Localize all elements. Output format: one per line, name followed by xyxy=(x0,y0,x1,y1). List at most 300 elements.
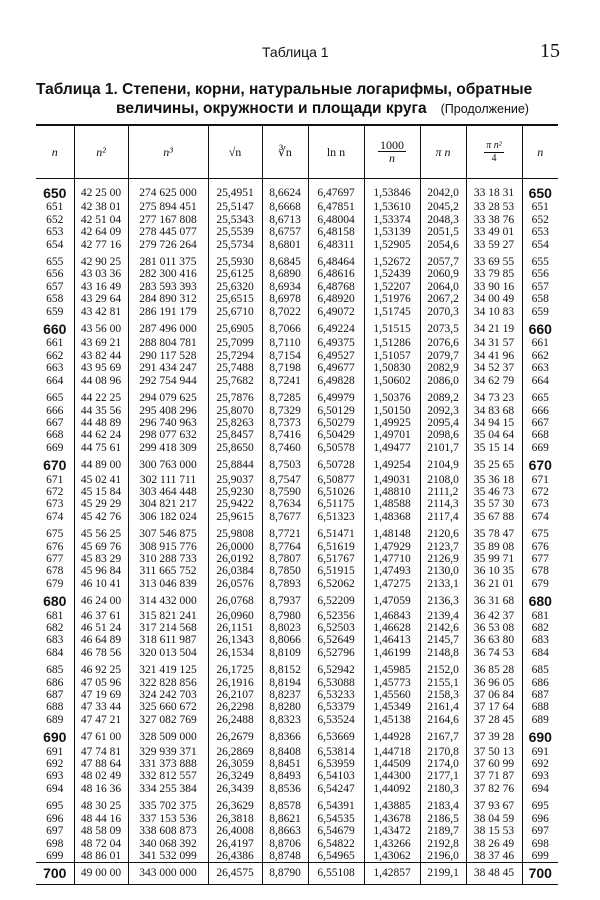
cell-cbrt: 8,8023 xyxy=(262,622,308,634)
cell-ln: 6,52503 xyxy=(308,622,364,634)
cell-reciprocal: 1,53374 xyxy=(364,214,420,226)
cell-ln: 6,49375 xyxy=(308,337,364,349)
cell-circumference: 2079,7 xyxy=(420,350,466,362)
cell-reciprocal: 1,51286 xyxy=(364,337,420,349)
cell-ln: 6,50578 xyxy=(308,442,364,454)
cell-n-squared: 48 02 49 xyxy=(74,770,128,782)
cell-n-cubed: 277 167 808 xyxy=(128,214,208,226)
cell-circumference: 2048,3 xyxy=(420,214,466,226)
cell-n-cubed: 334 255 384 xyxy=(128,783,208,795)
header-n-cubed: n³ xyxy=(128,125,208,179)
cell-n-squared: 48 30 25 xyxy=(74,795,128,812)
cell-n-squared: 44 48 89 xyxy=(74,417,128,429)
running-head xyxy=(0,40,600,66)
cell-ln: 6,51767 xyxy=(308,553,364,565)
cell-sqrt: 26,2679 xyxy=(208,726,262,745)
cell-n: 668 xyxy=(46,429,64,442)
table-row xyxy=(36,239,558,251)
cell-ln: 6,54965 xyxy=(308,850,364,863)
cell-n: 663 xyxy=(46,362,64,375)
cell-reciprocal: 1,45349 xyxy=(364,701,420,713)
cell-n-squared: 42 90 25 xyxy=(74,251,128,268)
cell-area: 34 00 49 xyxy=(466,293,522,305)
cell-ln: 6,50279 xyxy=(308,417,364,429)
cell-cbrt: 8,7154 xyxy=(262,350,308,362)
cell-cbrt: 8,8493 xyxy=(262,770,308,782)
cell-sqrt: 26,3059 xyxy=(208,758,262,770)
cell-cbrt: 8,8066 xyxy=(262,634,308,646)
cell-reciprocal: 1,52672 xyxy=(364,251,420,268)
cell-n-right: 658 xyxy=(522,293,558,305)
table-row xyxy=(36,553,558,565)
cell-reciprocal: 1,48148 xyxy=(364,523,420,540)
cell-n-right: 686 xyxy=(522,677,558,689)
cell-circumference: 2180,3 xyxy=(420,783,466,795)
table-row xyxy=(36,541,558,553)
cell-area: 36 10 35 xyxy=(466,565,522,577)
cell-circumference: 2114,3 xyxy=(420,498,466,510)
cell-reciprocal: 1,43266 xyxy=(364,838,420,850)
cell-ln: 6,51915 xyxy=(308,565,364,577)
cell-cbrt: 8,7721 xyxy=(262,523,308,540)
cell-n-cubed: 313 046 839 xyxy=(128,578,208,590)
cell-sqrt: 26,4575 xyxy=(208,863,262,884)
cell-n-cubed: 281 011 375 xyxy=(128,251,208,268)
cell-sqrt: 26,1725 xyxy=(208,659,262,676)
cell-circumference: 2148,8 xyxy=(420,647,466,659)
cell-circumference: 2045,2 xyxy=(420,201,466,213)
cell-ln: 6,47851 xyxy=(308,201,364,213)
cell-reciprocal: 1,46199 xyxy=(364,647,420,659)
cell-n-right: 684 xyxy=(522,647,558,659)
cell-circumference: 2067,2 xyxy=(420,293,466,305)
cell-reciprocal: 1,46843 xyxy=(364,610,420,622)
cell-cbrt: 8,8323 xyxy=(262,714,308,726)
cell-n-right: 679 xyxy=(522,578,558,590)
cell-n: 690 xyxy=(43,729,67,746)
cell-circumference: 2174,0 xyxy=(420,758,466,770)
cell-ln: 6,50429 xyxy=(308,429,364,441)
cell-cbrt: 8,7503 xyxy=(262,454,308,473)
cell-cbrt: 8,7022 xyxy=(262,306,308,318)
table-row xyxy=(36,454,558,473)
cell-cbrt: 8,8280 xyxy=(262,701,308,713)
cell-cbrt: 8,7937 xyxy=(262,590,308,609)
header-n-right: n xyxy=(522,125,558,179)
cell-cbrt: 8,8621 xyxy=(262,813,308,825)
cell-area: 33 59 27 xyxy=(466,239,522,251)
cell-sqrt: 25,8844 xyxy=(208,454,262,473)
cell-n-right: 682 xyxy=(522,622,558,634)
cell-area: 33 18 31 xyxy=(466,179,522,202)
cell-area: 38 48 45 xyxy=(466,863,522,884)
table-row xyxy=(36,701,558,713)
cell-n-right: 674 xyxy=(522,511,558,523)
cell-circumference: 2042,0 xyxy=(420,179,466,202)
cell-reciprocal: 1,52905 xyxy=(364,239,420,251)
cell-circumference: 2076,6 xyxy=(420,337,466,349)
cell-n-squared: 42 77 16 xyxy=(74,239,128,251)
cell-n-squared: 46 51 24 xyxy=(74,622,128,634)
cell-area: 33 69 55 xyxy=(466,251,522,268)
cell-cbrt: 8,7329 xyxy=(262,405,308,417)
cell-n-right: 680 xyxy=(522,590,558,609)
cell-n-right: 668 xyxy=(522,429,558,441)
cell-sqrt: 26,1151 xyxy=(208,622,262,634)
caption-line-2-text: величины, окружности и площади круга xyxy=(116,100,427,117)
cell-ln: 6,52796 xyxy=(308,647,364,659)
cell-n: 675 xyxy=(46,528,64,541)
cell-circumference: 2111,2 xyxy=(420,486,466,498)
cell-n-cubed: 284 890 312 xyxy=(128,293,208,305)
cell-circumference: 2186,5 xyxy=(420,813,466,825)
cell-n: 681 xyxy=(46,609,64,622)
cell-sqrt: 26,3629 xyxy=(208,795,262,812)
cell-reciprocal: 1,49254 xyxy=(364,454,420,473)
cell-n-right: 696 xyxy=(522,813,558,825)
cell-reciprocal: 1,46628 xyxy=(364,622,420,634)
cell-n-cubed: 332 812 557 xyxy=(128,770,208,782)
cell-sqrt: 25,5734 xyxy=(208,239,262,251)
cell-area: 35 99 71 xyxy=(466,553,522,565)
cell-circumference: 2117,4 xyxy=(420,511,466,523)
cell-cbrt: 8,8663 xyxy=(262,825,308,837)
cell-n: 654 xyxy=(46,238,64,251)
cell-n: 691 xyxy=(46,745,64,758)
cell-n-right: 655 xyxy=(522,251,558,268)
cell-reciprocal: 1,53846 xyxy=(364,179,420,202)
cell-ln: 6,50129 xyxy=(308,405,364,417)
header-n-squared: n² xyxy=(74,125,128,179)
cell-n-cubed: 291 434 247 xyxy=(128,362,208,374)
cell-n-squared: 46 64 89 xyxy=(74,634,128,646)
cell-cbrt: 8,8790 xyxy=(262,863,308,884)
cell-cbrt: 8,8536 xyxy=(262,783,308,795)
cell-n-right: 695 xyxy=(522,795,558,812)
cell-reciprocal: 1,50376 xyxy=(364,387,420,404)
cell-circumference: 2082,9 xyxy=(420,362,466,374)
cell-circumference: 2152,0 xyxy=(420,659,466,676)
cell-n-squared: 45 29 29 xyxy=(74,498,128,510)
cell-n: 652 xyxy=(46,213,64,226)
cell-reciprocal: 1,45985 xyxy=(364,659,420,676)
cell-area: 34 94 15 xyxy=(466,417,522,429)
cell-reciprocal: 1,43472 xyxy=(364,825,420,837)
cell-n-squared: 42 25 00 xyxy=(74,179,128,202)
cell-n-squared: 47 74 81 xyxy=(74,746,128,758)
cell-area: 36 63 80 xyxy=(466,634,522,646)
cell-n-cubed: 307 546 875 xyxy=(128,523,208,540)
cell-n-right: 670 xyxy=(522,454,558,473)
cell-n-right: 651 xyxy=(522,201,558,213)
cell-reciprocal: 1,48368 xyxy=(364,511,420,523)
cell-sqrt: 26,2488 xyxy=(208,714,262,726)
cell-n-squared: 45 96 84 xyxy=(74,565,128,577)
cell-sqrt: 25,5147 xyxy=(208,201,262,213)
cell-n-squared: 43 29 64 xyxy=(74,293,128,305)
table-row xyxy=(36,179,558,202)
cell-ln: 6,50728 xyxy=(308,454,364,473)
cell-n-squared: 48 44 16 xyxy=(74,813,128,825)
cell-n: 688 xyxy=(46,701,64,714)
cell-ln: 6,48311 xyxy=(308,239,364,251)
table-row xyxy=(36,813,558,825)
cell-circumference: 2183,4 xyxy=(420,795,466,812)
cell-cbrt: 8,7547 xyxy=(262,474,308,486)
cell-n-cubed: 331 373 888 xyxy=(128,758,208,770)
cell-cbrt: 8,6890 xyxy=(262,268,308,280)
table-row xyxy=(36,268,558,280)
cell-n-squared: 44 08 96 xyxy=(74,375,128,387)
cell-reciprocal: 1,50150 xyxy=(364,405,420,417)
table-row xyxy=(36,610,558,622)
cell-n-squared: 43 56 00 xyxy=(74,318,128,337)
cell-n: 673 xyxy=(46,498,64,511)
cell-n: 699 xyxy=(46,849,64,862)
cell-n-right: 662 xyxy=(522,350,558,362)
table-row xyxy=(36,442,558,454)
cell-circumference: 2108,0 xyxy=(420,474,466,486)
cell-sqrt: 25,9615 xyxy=(208,511,262,523)
table-row xyxy=(36,362,558,374)
cell-reciprocal: 1,52439 xyxy=(364,268,420,280)
cell-area: 35 67 88 xyxy=(466,511,522,523)
cell-area: 33 79 85 xyxy=(466,268,522,280)
cell-cbrt: 8,7241 xyxy=(262,375,308,387)
cell-reciprocal: 1,51515 xyxy=(364,318,420,337)
cell-sqrt: 25,8650 xyxy=(208,442,262,454)
caption-line-2 xyxy=(36,99,566,119)
cell-circumference: 2155,1 xyxy=(420,677,466,689)
cell-n-cubed: 338 608 873 xyxy=(128,825,208,837)
cell-reciprocal: 1,49031 xyxy=(364,474,420,486)
cell-n-right: 693 xyxy=(522,770,558,782)
cell-area: 37 28 45 xyxy=(466,714,522,726)
cell-n: 650 xyxy=(43,185,67,201)
cell-sqrt: 25,6905 xyxy=(208,318,262,337)
cell-ln: 6,52356 xyxy=(308,610,364,622)
cell-n-right: 652 xyxy=(522,214,558,226)
cell-n: 689 xyxy=(46,713,64,726)
running-title: Таблица 1 xyxy=(262,44,329,60)
cell-n-squared: 47 19 69 xyxy=(74,689,128,701)
cell-n-cubed: 286 191 179 xyxy=(128,306,208,318)
cell-cbrt: 8,7893 xyxy=(262,578,308,590)
cell-circumference: 2054,6 xyxy=(420,239,466,251)
cell-ln: 6,51323 xyxy=(308,511,364,523)
cell-n-squared: 45 69 76 xyxy=(74,541,128,553)
cell-ln: 6,49979 xyxy=(308,387,364,404)
cell-n-squared: 47 61 00 xyxy=(74,726,128,745)
cell-sqrt: 26,0768 xyxy=(208,590,262,609)
cell-cbrt: 8,6845 xyxy=(262,251,308,268)
cell-n: 686 xyxy=(46,676,64,689)
page-number: 15 xyxy=(540,40,560,62)
cell-n-squared: 43 82 44 xyxy=(74,350,128,362)
cell-area: 38 15 53 xyxy=(466,825,522,837)
cell-n-squared: 43 03 36 xyxy=(74,268,128,280)
cell-sqrt: 25,9808 xyxy=(208,523,262,540)
cell-n-cubed: 314 432 000 xyxy=(128,590,208,609)
table-row xyxy=(36,863,558,884)
cell-n-squared: 49 00 00 xyxy=(74,863,128,884)
cell-n-right: 685 xyxy=(522,659,558,676)
cell-n-right: 669 xyxy=(522,442,558,454)
cell-cbrt: 8,7416 xyxy=(262,429,308,441)
cell-reciprocal: 1,47275 xyxy=(364,578,420,590)
table-row xyxy=(36,850,558,863)
table-row xyxy=(36,375,558,387)
cell-circumference: 2167,7 xyxy=(420,726,466,745)
cell-n: 662 xyxy=(46,349,64,362)
table-row xyxy=(36,293,558,305)
cell-reciprocal: 1,46413 xyxy=(364,634,420,646)
cell-circumference: 2123,7 xyxy=(420,541,466,553)
cell-n-squared: 44 35 56 xyxy=(74,405,128,417)
cell-n-cubed: 337 153 536 xyxy=(128,813,208,825)
cell-circumference: 2133,1 xyxy=(420,578,466,590)
cell-n-cubed: 317 214 568 xyxy=(128,622,208,634)
cell-n-right: 663 xyxy=(522,362,558,374)
table-row xyxy=(36,251,558,268)
cell-n-cubed: 303 464 448 xyxy=(128,486,208,498)
cell-n-right: 687 xyxy=(522,689,558,701)
table-caption xyxy=(36,80,566,119)
cell-n-right: 690 xyxy=(522,726,558,745)
cell-n: 666 xyxy=(46,404,64,417)
cell-ln: 6,53233 xyxy=(308,689,364,701)
cell-area: 35 46 73 xyxy=(466,486,522,498)
cell-n-squared: 44 89 00 xyxy=(74,454,128,473)
cell-cbrt: 8,8109 xyxy=(262,647,308,659)
cell-circumference: 2070,3 xyxy=(420,306,466,318)
cell-n: 693 xyxy=(46,770,64,783)
cell-n: 651 xyxy=(46,201,64,214)
cell-reciprocal: 1,43678 xyxy=(364,813,420,825)
cell-cbrt: 8,6801 xyxy=(262,239,308,251)
cell-n-right: 688 xyxy=(522,701,558,713)
table-row xyxy=(36,838,558,850)
cell-sqrt: 25,7488 xyxy=(208,362,262,374)
cell-reciprocal: 1,49701 xyxy=(364,429,420,441)
cell-n-right: 694 xyxy=(522,783,558,795)
cell-ln: 6,51175 xyxy=(308,498,364,510)
cell-circumference: 2101,7 xyxy=(420,442,466,454)
cell-sqrt: 26,2107 xyxy=(208,689,262,701)
cell-area: 36 53 08 xyxy=(466,622,522,634)
cell-n-right: 673 xyxy=(522,498,558,510)
cell-n-right: 681 xyxy=(522,610,558,622)
cell-sqrt: 26,4386 xyxy=(208,850,262,863)
cell-sqrt: 26,1916 xyxy=(208,677,262,689)
cell-area: 38 04 59 xyxy=(466,813,522,825)
cell-circumference: 2073,5 xyxy=(420,318,466,337)
cell-n-right: 657 xyxy=(522,281,558,293)
cell-circumference: 2064,0 xyxy=(420,281,466,293)
cell-n: 685 xyxy=(46,664,64,677)
cell-n-cubed: 294 079 625 xyxy=(128,387,208,404)
cell-circumference: 2089,2 xyxy=(420,387,466,404)
cell-n-right: 665 xyxy=(522,387,558,404)
table-row xyxy=(36,689,558,701)
cell-sqrt: 25,6125 xyxy=(208,268,262,280)
table-row xyxy=(36,770,558,782)
cell-n-right: 667 xyxy=(522,417,558,429)
cell-circumference: 2098,6 xyxy=(420,429,466,441)
cell-n: 658 xyxy=(46,293,64,306)
cell-n-squared: 44 62 24 xyxy=(74,429,128,441)
cell-reciprocal: 1,48810 xyxy=(364,486,420,498)
cell-sqrt: 26,3818 xyxy=(208,813,262,825)
cell-n-squared: 44 75 61 xyxy=(74,442,128,454)
cell-n-squared: 48 58 09 xyxy=(74,825,128,837)
cell-n-squared: 47 33 44 xyxy=(74,701,128,713)
cell-cbrt: 8,8366 xyxy=(262,726,308,745)
cell-n: 692 xyxy=(46,758,64,771)
cell-reciprocal: 1,50830 xyxy=(364,362,420,374)
cell-ln: 6,54679 xyxy=(308,825,364,837)
cell-n-right: 659 xyxy=(522,306,558,318)
cell-circumference: 2130,0 xyxy=(420,565,466,577)
cell-n: 687 xyxy=(46,689,64,702)
cell-area: 34 31 57 xyxy=(466,337,522,349)
cell-cbrt: 8,7677 xyxy=(262,511,308,523)
cell-area: 35 15 14 xyxy=(466,442,522,454)
cell-n-right: 676 xyxy=(522,541,558,553)
cell-area: 37 60 99 xyxy=(466,758,522,770)
cell-cbrt: 8,7850 xyxy=(262,565,308,577)
cell-n: 657 xyxy=(46,280,64,293)
cell-n-right: 675 xyxy=(522,523,558,540)
cell-n: 700 xyxy=(36,863,74,884)
cell-circumference: 2142,6 xyxy=(420,622,466,634)
cell-n-right: 661 xyxy=(522,337,558,349)
cell-area: 36 96 05 xyxy=(466,677,522,689)
cell-n: 682 xyxy=(46,622,64,634)
cell-cbrt: 8,8748 xyxy=(262,850,308,863)
cell-area: 33 28 53 xyxy=(466,201,522,213)
cell-sqrt: 25,9037 xyxy=(208,474,262,486)
cell-ln: 6,51471 xyxy=(308,523,364,540)
cell-ln: 6,53379 xyxy=(308,701,364,713)
table-row xyxy=(36,647,558,659)
cell-n-cubed: 341 532 099 xyxy=(128,850,208,863)
cell-n: 659 xyxy=(46,305,64,318)
cell-n-cubed: 282 300 416 xyxy=(128,268,208,280)
cell-reciprocal: 1,47059 xyxy=(364,590,420,609)
header-cbrt: ∛n xyxy=(262,125,308,179)
cell-circumference: 2086,0 xyxy=(420,375,466,387)
cell-n-cubed: 324 242 703 xyxy=(128,689,208,701)
cell-n: 694 xyxy=(46,782,64,795)
cell-n: 683 xyxy=(46,634,64,647)
cell-n-cubed: 308 915 776 xyxy=(128,541,208,553)
table-row xyxy=(36,405,558,417)
cell-n-cubed: 310 288 733 xyxy=(128,553,208,565)
cell-sqrt: 26,0576 xyxy=(208,578,262,590)
cell-n-cubed: 306 182 024 xyxy=(128,511,208,523)
cell-n: 679 xyxy=(46,577,64,590)
cell-n-cubed: 302 111 711 xyxy=(128,474,208,486)
header-ln: ln n xyxy=(308,125,364,179)
cell-n-cubed: 318 611 987 xyxy=(128,634,208,646)
header-circumference: π n xyxy=(420,125,466,179)
cell-n-right: 697 xyxy=(522,825,558,837)
cell-n-right: 666 xyxy=(522,405,558,417)
cell-area: 38 37 46 xyxy=(466,850,522,863)
table-row xyxy=(36,523,558,540)
cell-circumference: 2192,8 xyxy=(420,838,466,850)
